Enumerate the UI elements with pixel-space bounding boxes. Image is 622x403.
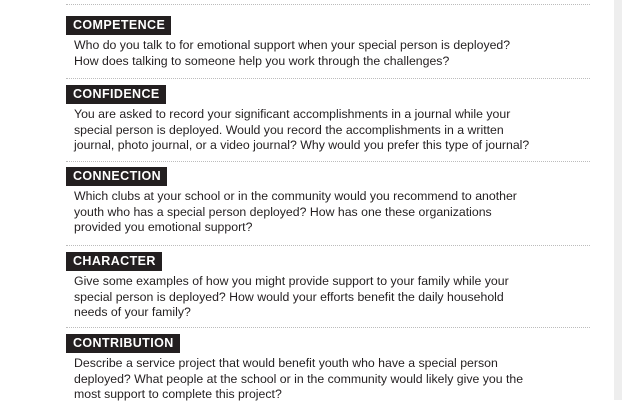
section-competence: [66, 16, 596, 69]
section-connection: [66, 167, 596, 236]
section-heading-character: CHARACTER: [66, 252, 162, 271]
section-question-character: Give some examples of how you might provide support to your family while your special person is deployed? How would your efforts benefit the daily household needs of your family?: [74, 274, 509, 319]
section-divider: [66, 161, 590, 162]
section-question-contribution: Describe a service project that would benefit youth who have a special person deployed? What people at the school or in the community would likely give you the most support to complete this project?: [74, 356, 524, 401]
top-divider: [66, 4, 590, 5]
section-heading-connection: CONNECTION: [66, 167, 167, 186]
section-heading-contribution: CONTRIBUTION: [66, 334, 180, 353]
section-question-connection: Which clubs at your school or in the community would you recommend to another youth who has a special person deployed? How has one these organizations provided you emotional support?: [74, 189, 517, 234]
section-heading-competence: COMPETENCE: [66, 16, 171, 35]
section-divider: [66, 78, 590, 79]
section-character: [66, 252, 596, 321]
section-confidence: [66, 85, 596, 154]
page-edge: [614, 0, 622, 400]
section-heading-confidence: CONFIDENCE: [66, 85, 166, 104]
section-divider: [66, 327, 590, 328]
section-divider: [66, 245, 590, 246]
section-contribution: [66, 334, 596, 403]
section-question-competence: Who do you talk to for emotional support when your special person is deployed? How does talking to someone help you work through the challenges?: [74, 38, 511, 68]
section-question-confidence: You are asked to record your significant accomplishments in a journal while your special person is deployed. Would you record the accomplishments in a written journal, photo journal, or a video journal? Why would you prefer this type of journal?: [74, 107, 530, 152]
